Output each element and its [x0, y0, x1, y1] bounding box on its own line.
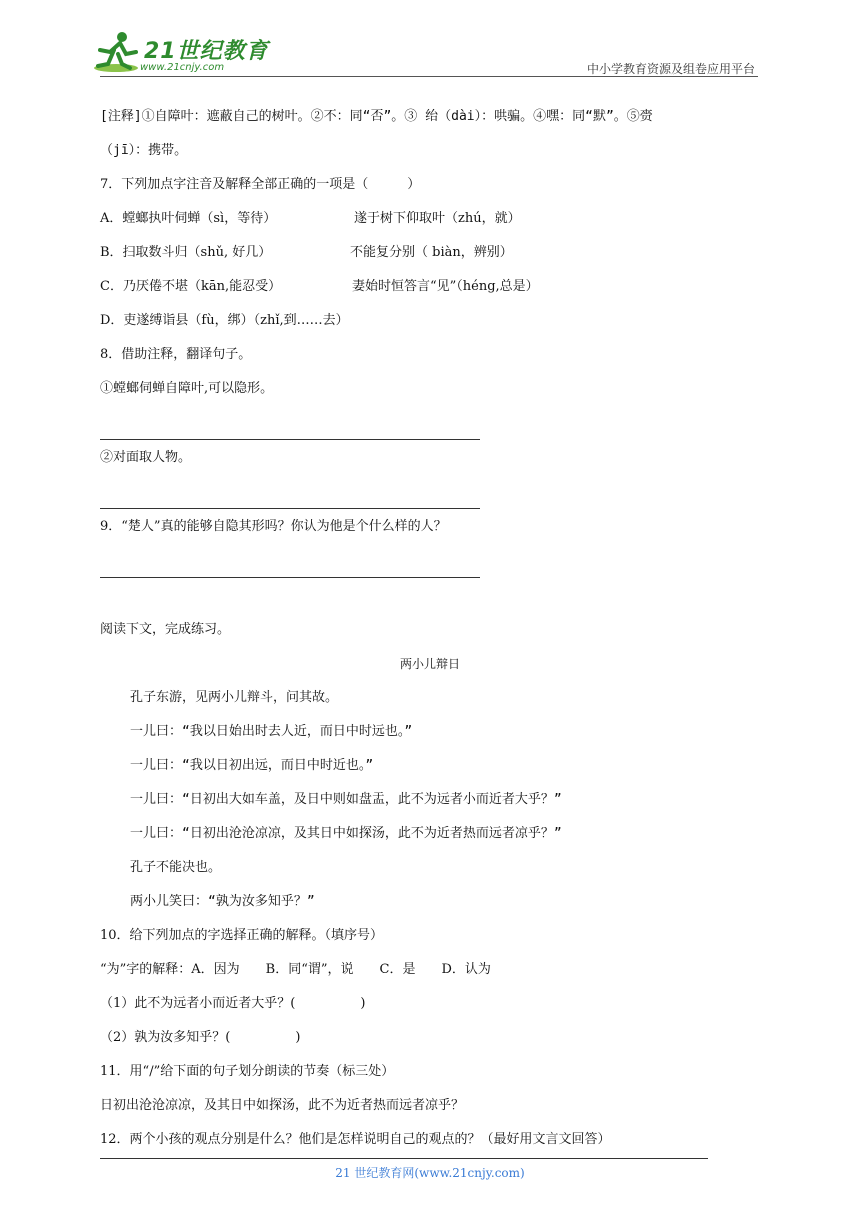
- question-8-sentence-1: ①螳螂伺蝉自障叶,可以隐形。: [100, 381, 274, 396]
- header-divider: [100, 76, 758, 77]
- question-10-stem: 10．给下列加点的字选择正确的解释。（填序号）: [100, 928, 384, 943]
- passage-paragraph-2: 一儿曰：“我以日始出时去人近，而日中时远也。”: [130, 724, 413, 739]
- passage-paragraph-1: 孔子东游，见两小儿辩斗，问其故。: [130, 690, 339, 705]
- logo-url: www.21cnjy.com: [140, 62, 225, 73]
- footer-link[interactable]: 21 世纪教育网(www.21cnjy.com): [335, 1166, 525, 1180]
- annotation-line-1: [注释]①自障叶：遮蔽自己的树叶。②不：同“否”。③ 绐（dài）：哄骗。④嘿：同“默”。⑤赍: [100, 109, 653, 124]
- answer-line-8-1[interactable]: [100, 406, 480, 440]
- passage-paragraph-7: 两小儿笑曰：“孰为汝多知乎？”: [130, 894, 315, 909]
- question-7-row-a: [100, 202, 760, 236]
- spacer: [100, 579, 760, 613]
- answer-line-8-2[interactable]: [100, 475, 480, 509]
- question-10-options: “为”字的解释：A．因为 B．同“谓”，说 C．是 D．认为: [100, 962, 491, 977]
- passage-paragraph-3: 一儿曰：“我以日初出远，而日中时近也。”: [130, 758, 374, 773]
- question-11-sentence: 日初出沧沧凉凉，及其日中如探汤，此不为近者热而远者凉乎？: [100, 1098, 465, 1113]
- footer-divider: [100, 1158, 708, 1159]
- passage-paragraph-4: 一儿曰：“日初出大如车盖，及日中则如盘盂，此不为远者小而近者大乎？”: [130, 792, 562, 807]
- passage-paragraph-5: 一儿曰：“日初出沧沧凉凉，及其日中如探汤，此不为近者热而远者凉乎？”: [130, 826, 562, 841]
- option-a-right: 遂于树下仰取叶（zhú，就）: [354, 211, 521, 226]
- platform-name: 中小学教育资源及组卷应用平台: [586, 62, 755, 76]
- question-8-stem: 8．借助注释，翻译句子。: [100, 347, 252, 362]
- document-body: [100, 100, 760, 1157]
- page-header: [0, 0, 860, 80]
- option-b-left: B．扫取数斗归（shǔ, 好几）: [100, 245, 272, 260]
- question-7-row-b: [100, 236, 760, 270]
- passage-title: 两小儿辩日: [399, 657, 460, 671]
- question-10-item-1: （1）此不为远者小而近者大乎？( ): [100, 996, 366, 1011]
- question-9-stem: 9．“楚人”真的能够自隐其形吗？你认为他是个什么样的人？: [100, 519, 447, 534]
- annotation-line-2: （jī）：携带。: [100, 143, 188, 158]
- site-logo[interactable]: [92, 30, 269, 78]
- passage-paragraph-6: 孔子不能决也。: [130, 860, 222, 875]
- question-8-sentence-2: ②对面取人物。: [100, 450, 192, 465]
- option-b-right: 不能复分别（ biàn，辨别）: [350, 245, 513, 260]
- option-d: D．吏遂缚诣县（fù，绑）（zhǐ,到……去）: [100, 313, 349, 328]
- option-c-right: 妻始时恒答言“见”（héng,总是）: [352, 279, 539, 294]
- logo-text: 21世纪教育: [144, 39, 269, 64]
- option-c-left: C．乃厌倦不堪（kān,能忍受）: [100, 279, 282, 294]
- option-a-left: A．螳螂执叶伺蝉（sì，等待）: [100, 211, 277, 226]
- question-10-item-2: （2）孰为汝多知乎？( ): [100, 1030, 301, 1045]
- question-12-stem: 12．两个小孩的观点分别是什么？他们是怎样说明自己的观点的？（最好用文言文回答）: [100, 1132, 611, 1147]
- question-7-stem: 7．下列加点字注音及解释全部正确的一项是（ ）: [100, 177, 421, 192]
- runner-logo-icon: [92, 30, 142, 74]
- question-7-row-c: [100, 270, 760, 304]
- reading-intro: 阅读下文，完成练习。: [100, 622, 231, 637]
- question-11-stem: 11．用“/”给下面的句子划分朗读的节奏（标三处）: [100, 1064, 395, 1079]
- answer-line-9[interactable]: [100, 544, 480, 578]
